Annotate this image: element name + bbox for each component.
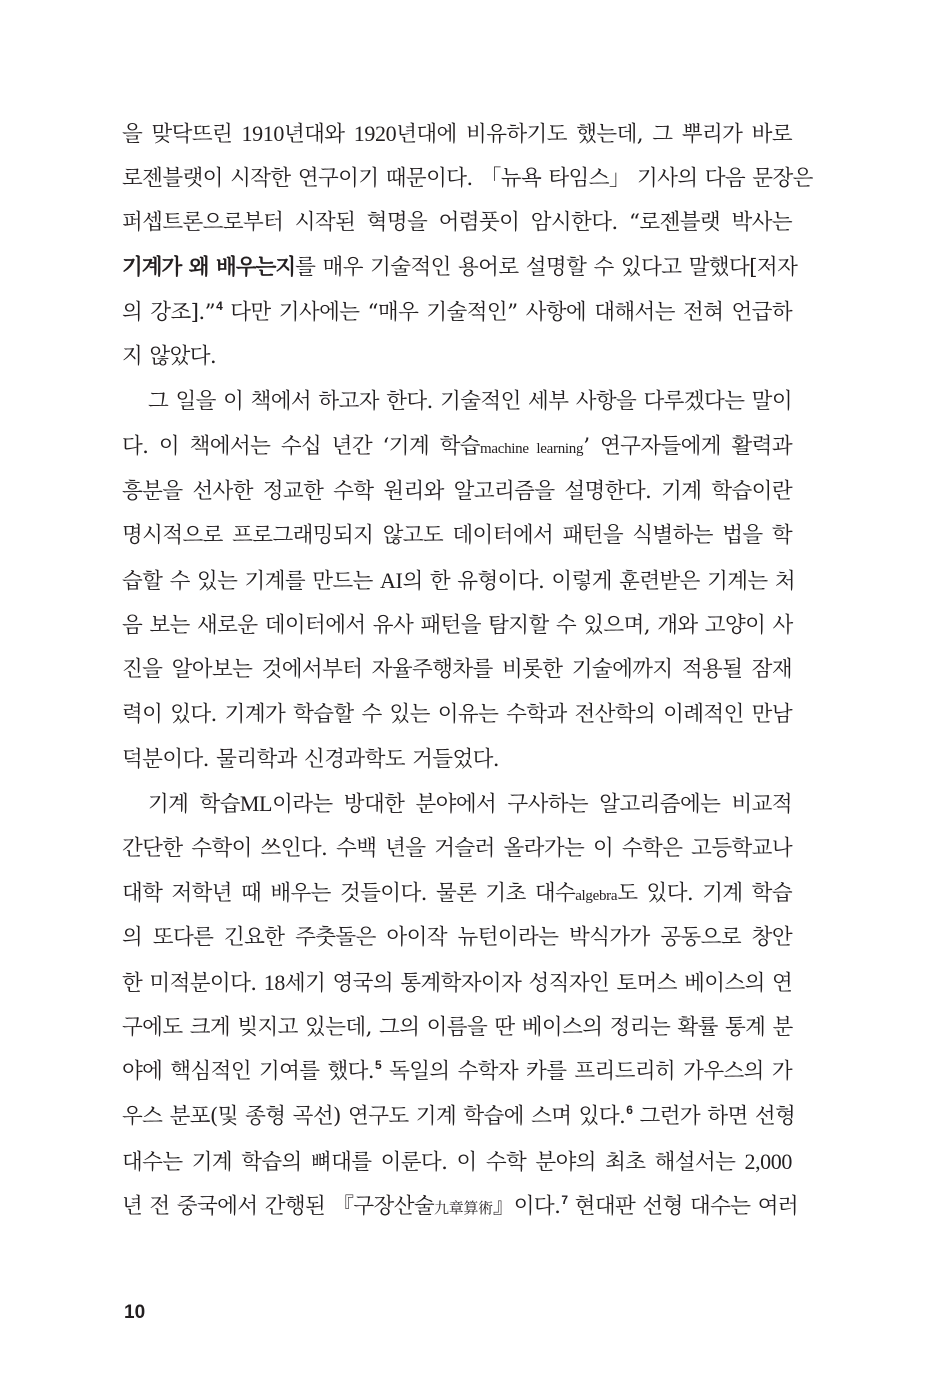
text-run: 구에도 크게 빚지고 있는데, 그의 이름을 딴 베이스의 정리는 확률 통계 분 (122, 1014, 793, 1040)
text-run: 로젠블랫이 시작한 연구이기 때문이다. 「뉴욕 타임스」 기사의 다음 문장은 (122, 165, 813, 191)
text-line (122, 470, 792, 515)
text-run: ” (204, 299, 216, 325)
text-run: 의 또다른 긴요한 주춧돌은 아이작 뉴턴이라는 박식가가 공동으로 창안 (122, 925, 792, 951)
text-run: 그런가 하면 선형 (632, 1104, 796, 1130)
text-run: 이라는 방대한 분야에서 구사하는 알고리즘에는 비교적 (272, 792, 792, 818)
text-line (122, 335, 792, 380)
text-line (122, 827, 792, 872)
text-run: 습할 수 있는 기계를 만드는 (122, 568, 381, 594)
gloss-text: algebra (575, 887, 618, 904)
text-run: 간단한 수학이 쓰인다. 수백 년을 거슬러 올라가는 이 수학은 고등학교나 (122, 836, 792, 861)
text-line (122, 246, 798, 291)
text-run: 를 매우 기술적인 용어로 설명할 수 있다고 말했다[저자 (295, 255, 798, 281)
text-line (122, 514, 792, 559)
text-run: 18 (263, 970, 285, 996)
text-run: AI (380, 567, 403, 593)
footnote-marker: 7 (561, 1192, 568, 1207)
text-line (122, 916, 792, 961)
paragraph (122, 380, 795, 782)
text-line (122, 693, 792, 738)
footnote-marker: 5 (375, 1058, 382, 1073)
text-run: ’ 연구자들에게 활력과 (583, 433, 792, 459)
text-run: 의 한 유형이다. 이렇게 훈련받은 기계는 처 (402, 568, 795, 594)
text-line (122, 1185, 799, 1230)
text-line (122, 1006, 792, 1051)
text-run: 력이 있다. 기계가 학습할 수 있는 이유는 수학과 전산학의 이례적인 만남 (122, 701, 792, 727)
footnote-marker: 4 (216, 298, 223, 313)
text-run: 음 보는 새로운 데이터에서 유사 패턴을 탐지할 수 있으며, 개와 고양이 사 (122, 612, 793, 638)
text-run: 진을 알아보는 것에서부터 자율주행차를 비롯한 기술에까지 적용될 잠재 (122, 657, 792, 683)
gloss-text: machine learning (479, 440, 584, 457)
text-run: 』이다. (492, 1193, 561, 1219)
text-line (122, 1140, 792, 1185)
text-line (122, 1050, 792, 1095)
text-line (122, 291, 792, 336)
page-body (122, 112, 813, 1229)
footnote-marker: 6 (626, 1103, 633, 1118)
text-run: 우스 분포(및 종형 곡선) 연구도 기계 학습에 스며 있다. (122, 1104, 626, 1130)
text-run: ML (239, 791, 273, 817)
text-run: 현대판 선형 대수는 여러 (567, 1193, 799, 1219)
text-run: 년대와 (283, 122, 354, 147)
text-run: 야에 핵심적인 기여를 했다. (122, 1059, 375, 1085)
text-line (122, 112, 792, 157)
text-run: 기계 학습 (148, 792, 240, 818)
text-run: 다. 이 책에서는 수십 년간 ‘기계 학습 (122, 433, 480, 459)
text-run: 1910 (241, 121, 284, 146)
page-number: 10 (124, 1302, 146, 1323)
text-run: 년 전 중국에서 간행된 『구장산술 (122, 1193, 435, 1219)
text-line (122, 425, 792, 470)
text-run: 년대에 비유하기도 했는데, 그 뿌리가 바로 (396, 122, 793, 147)
text-run: 한 미적분이다. (122, 971, 264, 997)
text-run: 독일의 수학자 카를 프리드리히 가우스의 가 (381, 1059, 792, 1085)
paragraph (122, 112, 813, 380)
text-line (122, 604, 792, 649)
text-run: 을 맞닥뜨린 (122, 122, 242, 147)
text-line (122, 782, 792, 827)
text-run: 흥분을 선사한 정교한 수학 원리와 알고리즘을 설명한다. 기계 학습이란 (122, 478, 792, 504)
text-run: 1920 (353, 121, 397, 146)
text-run: 지 않았다. (122, 344, 217, 370)
text-line (122, 157, 813, 202)
gloss-text: 九章算術 (434, 1200, 493, 1217)
text-line (122, 961, 792, 1006)
text-run: 대학 저학년 때 배우는 것들이다. 물론 기초 대수 (122, 880, 576, 906)
text-line (122, 559, 795, 604)
text-line (122, 872, 792, 917)
text-run: 의 강조]. (122, 299, 205, 325)
text-line (122, 1095, 796, 1140)
text-run: 덕분이다. 물리학과 신경과학도 거들었다. (122, 746, 500, 772)
text-line (122, 201, 792, 246)
text-run: 도 있다. 기계 학습 (617, 880, 792, 906)
paragraph (122, 782, 799, 1229)
text-run: 명시적으로 프로그래밍되지 않고도 데이터에서 패턴을 식별하는 법을 학 (122, 523, 792, 549)
text-line (122, 738, 792, 783)
text-line (122, 648, 792, 693)
text-run: 대수는 기계 학습의 뼈대를 이룬다. 이 수학 분야의 최초 해설서는 (122, 1149, 745, 1175)
text-line (122, 380, 792, 425)
text-run: 그 일을 이 책에서 하고자 한다. 기술적인 세부 사항을 다루겠다는 말이 (148, 389, 792, 415)
emphasis-text: 기계가 왜 배우는지 (122, 255, 296, 281)
text-run: 퍼셉트론으로부터 시작된 혁명을 어렴풋이 암시한다. “로젠블랫 박사는 (122, 210, 792, 236)
text-run: 2,000 (744, 1148, 792, 1174)
text-run: 다만 기사에는 “매우 기술적인” 사항에 대해서는 전혀 언급하 (222, 299, 792, 325)
text-run: 세기 영국의 통계학자이자 성직자인 토머스 베이스의 연 (284, 971, 793, 997)
